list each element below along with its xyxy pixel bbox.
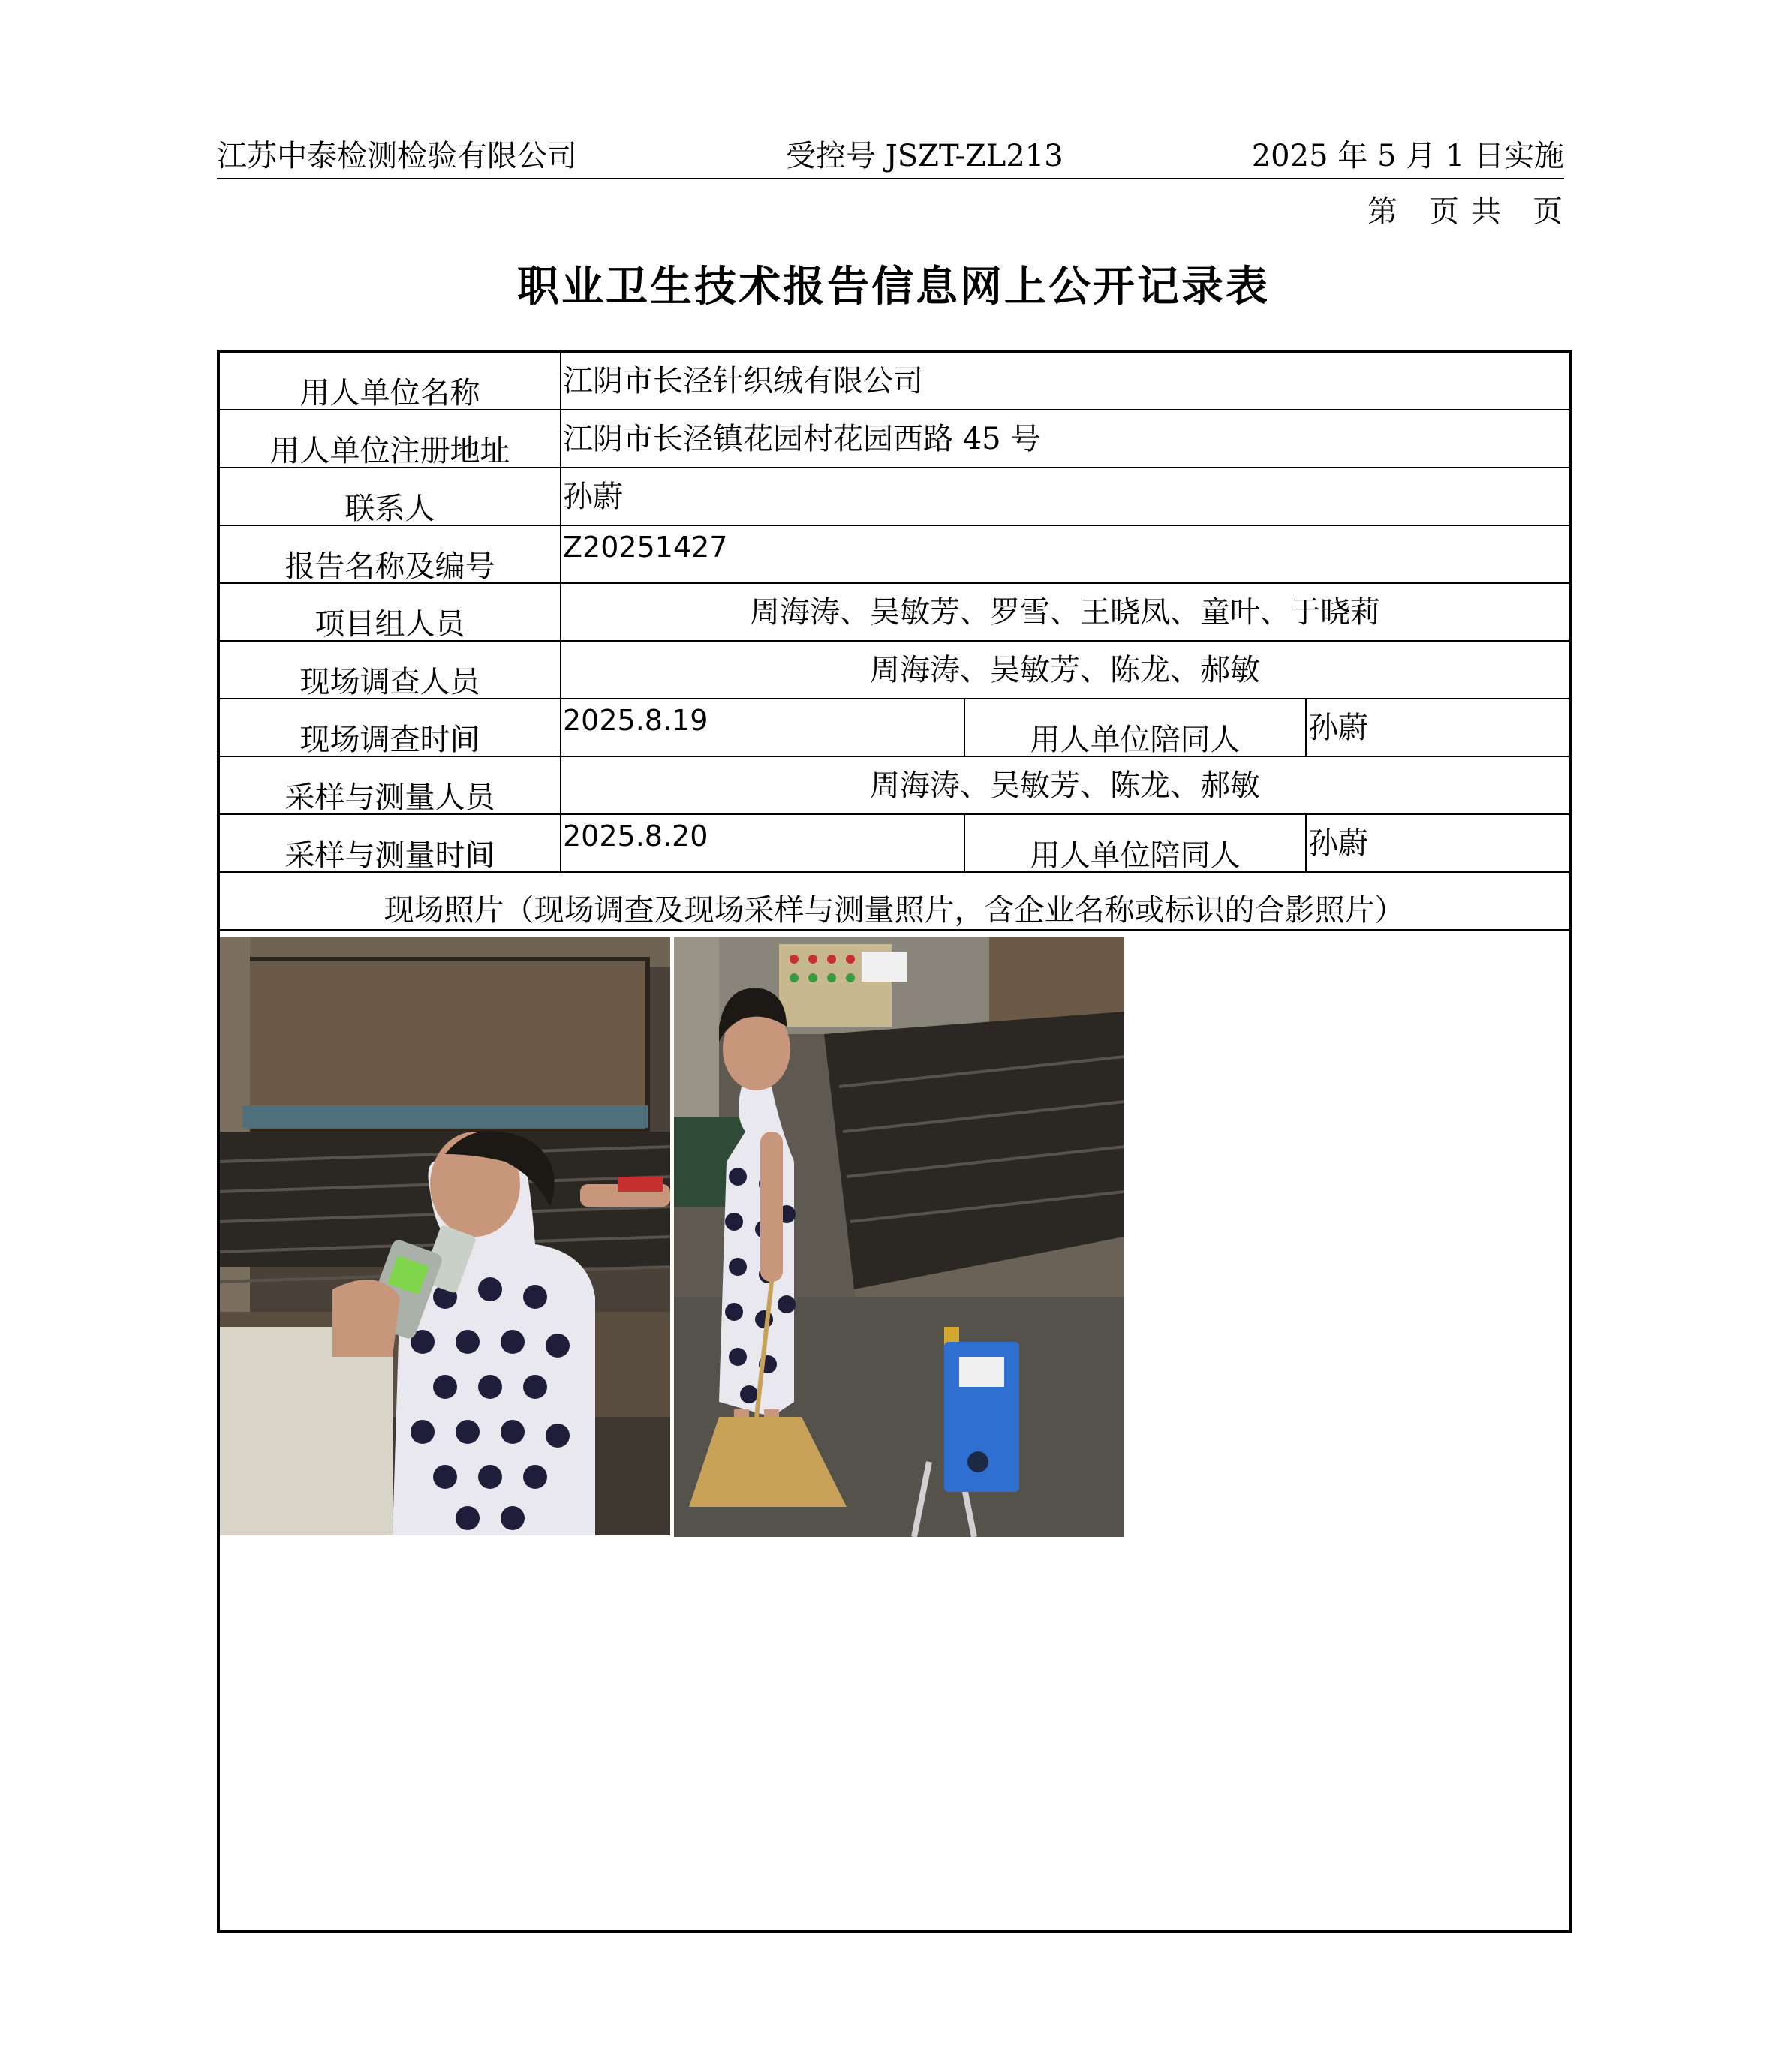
label-survey-staff: 现场调查人员 — [220, 642, 561, 698]
noise-measurement-photo-image — [220, 937, 670, 1535]
row-contact — [220, 468, 1569, 526]
header-effective-date: 2025 年 5 月 1 日实施 — [1251, 139, 1564, 173]
site-photo-dust-sampling — [674, 937, 1124, 1537]
header-control-number: 受控号 JSZT-ZL213 — [786, 139, 1063, 173]
value-employer-address: 江阴市长泾镇花园村花园西路 45 号 — [563, 422, 1041, 456]
header-company: 江苏中泰检测检验有限公司 — [217, 139, 577, 173]
page-ye2: 页 — [1533, 194, 1564, 229]
dust-sampling-photo-image — [674, 937, 1124, 1537]
page-gong: 共 — [1471, 194, 1503, 229]
value-survey-companion: 孙蔚 — [1308, 711, 1368, 745]
value-sampling-time: 2025.8.20 — [561, 815, 965, 871]
page-title: 职业卫生技术报告信息网上公开记录表 — [517, 263, 1270, 311]
value-survey-staff: 周海涛、吴敏芳、陈龙、郝敏 — [870, 653, 1260, 687]
value-report-number: Z20251427 — [563, 531, 728, 564]
value-sampling-companion: 孙蔚 — [1308, 826, 1368, 861]
site-photo-noise-measurement — [220, 937, 670, 1535]
label-sampling-companion: 用人单位陪同人 — [965, 815, 1307, 871]
label-project-members: 项目组人员 — [220, 584, 561, 640]
row-survey-staff — [220, 642, 1569, 699]
label-survey-companion: 用人单位陪同人 — [965, 699, 1307, 756]
label-report-name: 报告名称及编号 — [220, 526, 561, 582]
document-header — [217, 131, 1564, 179]
row-sampling-staff — [220, 757, 1569, 815]
row-report-name — [220, 526, 1569, 584]
row-project-members — [220, 584, 1569, 642]
value-contact: 孙蔚 — [563, 480, 623, 514]
row-employer-address — [220, 410, 1569, 468]
label-employer-name: 用人单位名称 — [220, 353, 561, 409]
value-sampling-staff: 周海涛、吴敏芳、陈龙、郝敏 — [870, 768, 1260, 803]
row-survey-time — [220, 699, 1569, 757]
label-sampling-time: 采样与测量时间 — [220, 815, 561, 871]
value-project-members: 周海涛、吴敏芳、罗雪、王晓凤、童叶、于晓莉 — [750, 595, 1380, 630]
page-count — [1367, 188, 1564, 230]
row-employer-name — [220, 353, 1569, 410]
row-sampling-time — [220, 815, 1569, 873]
page-ye1: 页 — [1429, 194, 1461, 229]
label-contact: 联系人 — [220, 468, 561, 525]
label-employer-address: 用人单位注册地址 — [220, 410, 561, 467]
value-employer-name: 江阴市长泾针织绒有限公司 — [563, 364, 923, 398]
page-di: 第 — [1367, 194, 1399, 229]
label-survey-time: 现场调查时间 — [220, 699, 561, 756]
label-sampling-staff: 采样与测量人员 — [220, 757, 561, 813]
photos-header: 现场照片（现场调查及现场采样与测量照片，含企业名称或标识的合影照片） — [220, 873, 1569, 931]
value-survey-time: 2025.8.19 — [561, 699, 965, 756]
record-form-table — [217, 350, 1572, 1933]
